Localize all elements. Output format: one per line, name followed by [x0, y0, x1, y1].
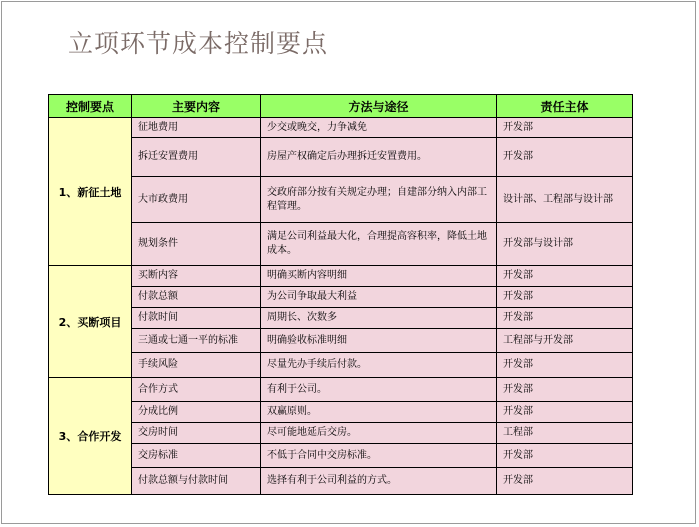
header-control-point: 控制要点	[49, 95, 132, 118]
owner-cell: 开发部	[497, 378, 633, 402]
content-cell: 征地费用	[132, 118, 261, 138]
owner-cell: 开发部	[497, 287, 633, 308]
owner-cell: 设计部、工程部与设计部	[497, 177, 633, 223]
table-row	[49, 353, 633, 378]
table-row	[49, 329, 633, 353]
owner-cell: 开发部	[497, 118, 633, 138]
table-row	[49, 223, 633, 266]
owner-cell: 开发部	[497, 444, 633, 468]
table-row	[49, 308, 633, 329]
table-row	[49, 177, 633, 223]
content-cell: 手续风险	[132, 353, 261, 378]
content-cell: 买断内容	[132, 266, 261, 287]
content-cell: 付款时间	[132, 308, 261, 329]
group-label: 2、买断项目	[49, 266, 132, 378]
owner-cell: 工程部	[497, 423, 633, 444]
content-cell: 拆迁安置费用	[132, 138, 261, 177]
method-cell: 尽可能地延后交房。	[261, 423, 497, 444]
method-cell: 少交或晚交，力争减免	[261, 118, 497, 138]
owner-cell: 开发部	[497, 353, 633, 378]
header-method: 方法与途径	[261, 95, 497, 118]
content-cell: 交房时间	[132, 423, 261, 444]
table-row	[49, 138, 633, 177]
method-cell: 房屋产权确定后办理拆迁安置费用。	[261, 138, 497, 177]
cost-control-table	[48, 94, 633, 495]
content-cell: 付款总额与付款时间	[132, 468, 261, 495]
owner-cell: 开发部	[497, 402, 633, 423]
method-cell: 满足公司利益最大化，合理提高容积率，降低土地成本。	[261, 223, 497, 266]
method-cell: 明确验收标准明细	[261, 329, 497, 353]
content-cell: 三通或七通一平的标准	[132, 329, 261, 353]
owner-cell: 开发部	[497, 308, 633, 329]
group-label: 1、新征土地	[49, 118, 132, 266]
owner-cell: 开发部	[497, 138, 633, 177]
table-row	[49, 468, 633, 495]
method-cell: 尽量先办手续后付款。	[261, 353, 497, 378]
content-cell: 规划条件	[132, 223, 261, 266]
table-row	[49, 378, 633, 402]
method-cell: 双赢原则。	[261, 402, 497, 423]
owner-cell: 开发部与设计部	[497, 223, 633, 266]
table-row	[49, 118, 633, 138]
content-cell: 交房标准	[132, 444, 261, 468]
owner-cell: 开发部	[497, 266, 633, 287]
content-cell: 合作方式	[132, 378, 261, 402]
header-owner: 责任主体	[497, 95, 633, 118]
table-row	[49, 402, 633, 423]
group-label: 3、合作开发	[49, 378, 132, 495]
method-cell: 不低于合同中交房标准。	[261, 444, 497, 468]
content-cell: 大市政费用	[132, 177, 261, 223]
table-row	[49, 423, 633, 444]
page-title: 立项环节成本控制要点	[68, 29, 329, 58]
owner-cell: 工程部与开发部	[497, 329, 633, 353]
method-cell: 交政府部分按有关规定办理；自建部分纳入内部工程管理。	[261, 177, 497, 223]
header-main-content: 主要内容	[132, 95, 261, 118]
content-cell: 付款总额	[132, 287, 261, 308]
owner-cell: 开发部	[497, 468, 633, 495]
method-cell: 选择有利于公司利益的方式。	[261, 468, 497, 495]
method-cell: 明确买断内容明细	[261, 266, 497, 287]
method-cell: 有利于公司。	[261, 378, 497, 402]
table-header-row	[49, 95, 633, 118]
table-row	[49, 444, 633, 468]
table-row	[49, 287, 633, 308]
table-row	[49, 266, 633, 287]
method-cell: 为公司争取最大利益	[261, 287, 497, 308]
content-cell: 分成比例	[132, 402, 261, 423]
method-cell: 周期长、次数多	[261, 308, 497, 329]
